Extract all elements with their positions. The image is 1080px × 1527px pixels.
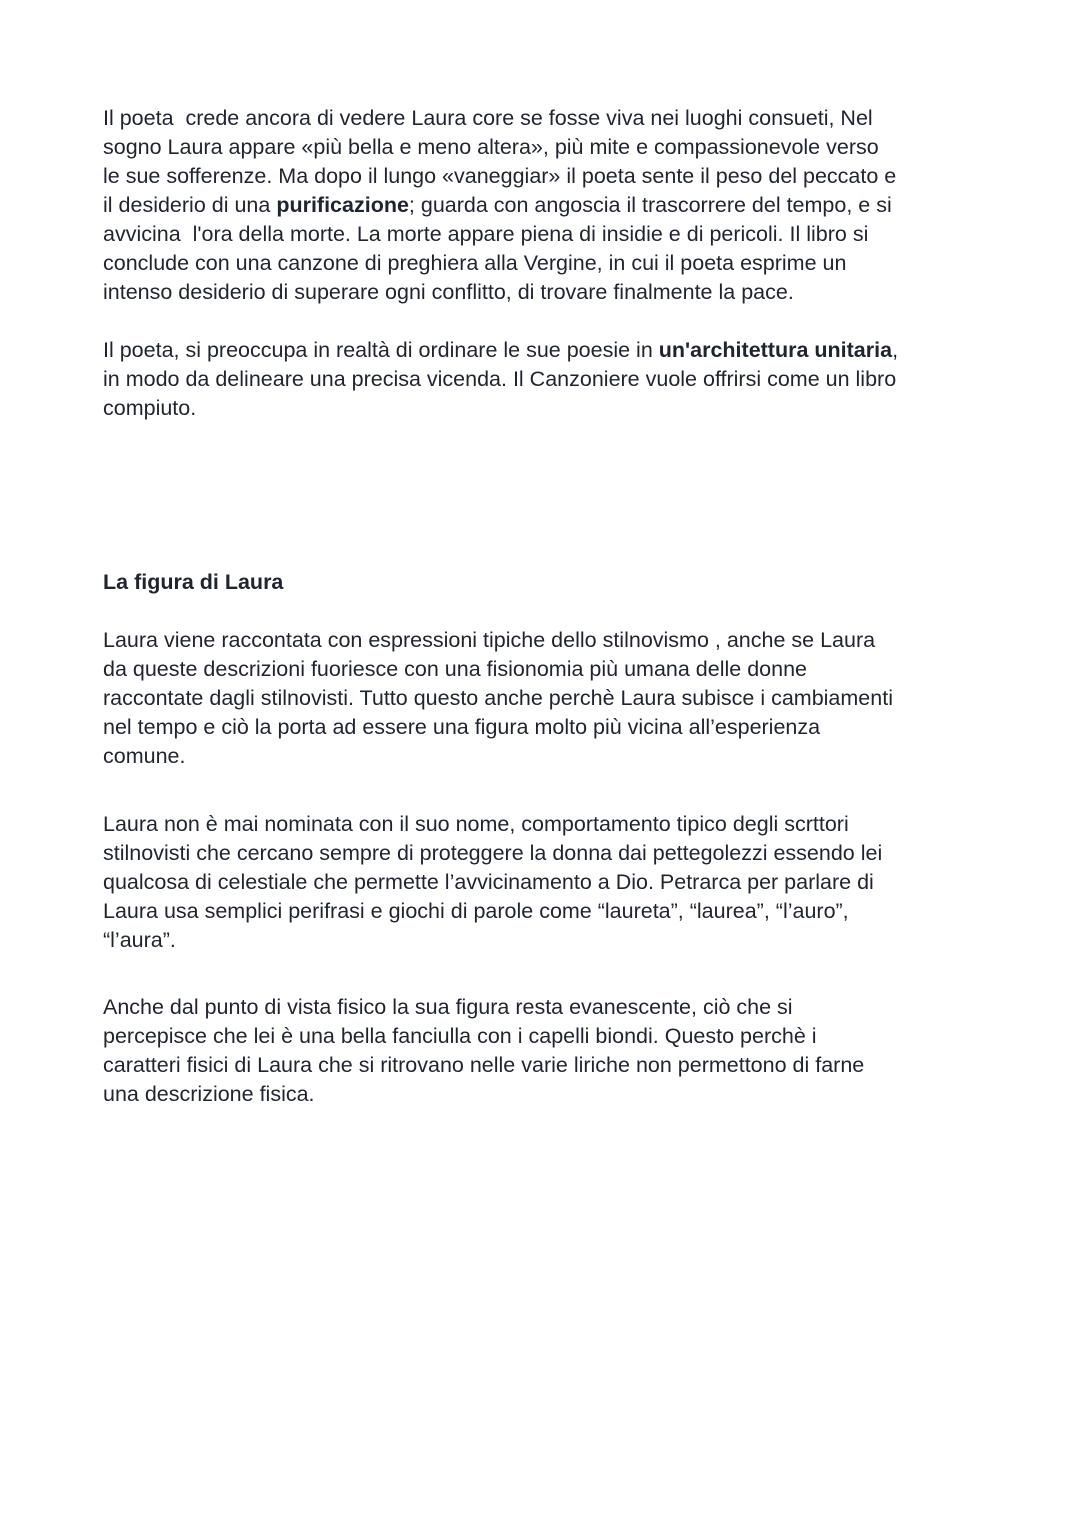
- bold-term-purificazione: purificazione: [276, 193, 409, 217]
- bold-term-architettura: un'architettura unitaria: [658, 338, 893, 362]
- paragraph-text: Il poeta, si preoccupa in realtà di ordinare le sue poesie in: [103, 338, 659, 362]
- paragraph-stilnovismo: Laura viene raccontata con espressioni tipiche dello stilnovismo , anche se Laura da queste descrizioni fuoriesce con una fisionomia più umana delle donne raccontate dagli stilnovisti. Tutto questo anche perchè Laura subisce i cambiamenti nel tempo e ciò la porta ad essere una figura molto più vicina all’esperienza comune.: [103, 628, 893, 768]
- paragraph-text: Il poeta crede ancora di vedere Laura core se fosse viva nei luoghi consueti, Nel sogno Laura appare «più bella e meno altera», più mite e compassionevole verso le sue sofferenze. Ma dopo il lungo «vaneggiar» il poeta sente il peso del peccato e il desiderio di una: [103, 106, 897, 217]
- paragraph-sogno-laura: [103, 104, 983, 307]
- paragraph-text: ; guarda con angoscia il trascorrere del tempo, e si avvicina l'ora della morte. La morte appare piena di insidie e di pericoli. Il libro si conclude con una canzone di preghiera alla Vergine, in cui il poeta esprime un intenso desiderio di superare ogni conflitto, di trovare finalmente la pace.: [103, 193, 892, 304]
- paragraph-architettura: [103, 336, 983, 423]
- section-heading: La figura di Laura: [103, 570, 284, 594]
- paragraph-text: , in modo da delineare una precisa vicenda. Il Canzoniere vuole offrirsi come un libro compiuto.: [103, 338, 899, 420]
- paragraph-nome-laura: Laura non è mai nominata con il suo nome, comportamento tipico degli scrttori stilnovisti che cercano sempre di proteggere la donna dai pettegolezzi essendo lei qualcosa di celestiale che permette l’avvicinamento a Dio. Petrarca per parlare di Laura usa semplici perifrasi e giochi di parole come “laureta”, “laurea”, “l’auro”, “l’aura”.: [103, 812, 883, 952]
- paragraph-aspetto-fisico: Anche dal punto di vista fisico la sua figura resta evanescente, ciò che si percepisce che lei è una bella fanciulla con i capelli biondi. Questo perchè i caratteri fisici di Laura che si ritrovano nelle varie liriche non permettono di farne una descrizione fisica.: [103, 995, 865, 1106]
